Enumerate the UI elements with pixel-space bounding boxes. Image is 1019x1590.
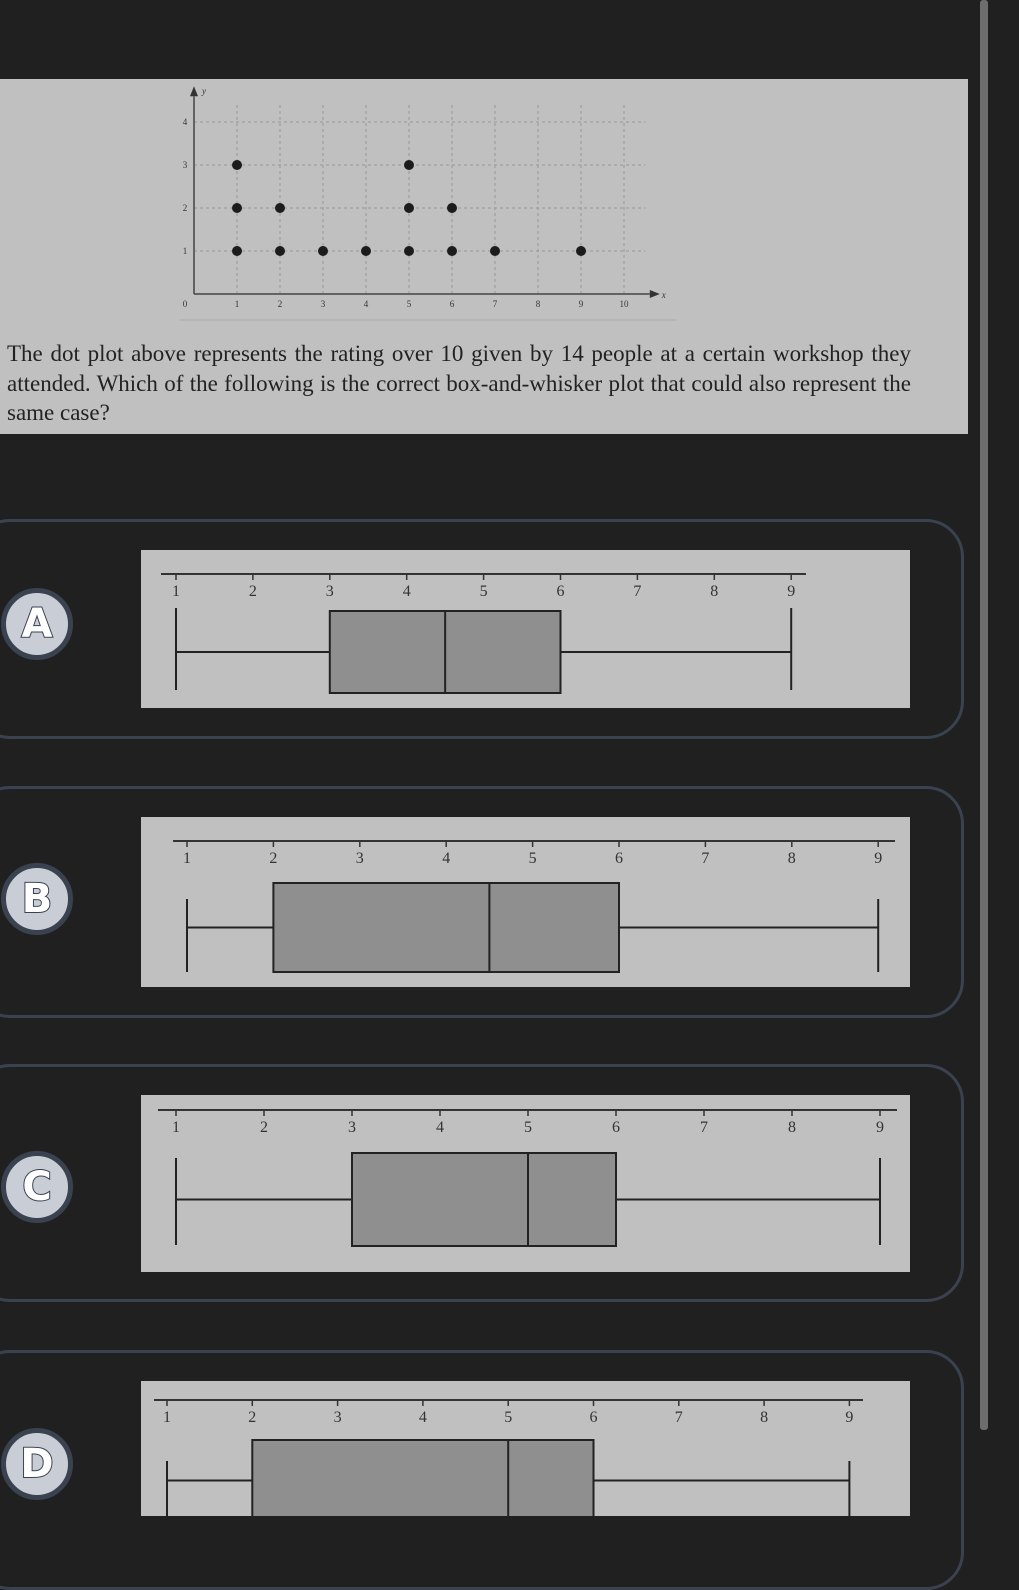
dot [232,246,242,256]
tick-label: 6 [589,1409,598,1426]
x-tick-label: 7 [492,299,498,309]
dot [404,246,414,256]
box-plot-a [141,550,910,708]
box-plot-d [141,1381,910,1516]
iqr-box [273,883,619,972]
option-c[interactable] [0,1064,964,1302]
tick-label: 3 [348,1119,356,1136]
x-axis-arrow [650,290,660,298]
question-card [0,79,968,434]
tick-label: 2 [269,850,278,867]
option-a[interactable] [0,519,964,739]
option-b[interactable] [0,786,964,1018]
tick-label: 1 [163,1409,171,1426]
dot [275,203,285,213]
dot-plot [0,79,700,334]
tick-label: 9 [876,1119,884,1136]
tick-label: 1 [172,583,180,600]
tick-label: 2 [260,1119,268,1136]
tick-label: 1 [172,1119,180,1136]
x-tick-label: 5 [406,299,412,309]
dot [490,246,500,256]
y-tick-label: 1 [182,246,188,256]
question-text: The dot plot above represents the rating over 10 given by 14 people at a certain workshop they attended. Which of the following is the correct box-and-whisker plot that could also represent the same case? [7,341,911,425]
dot [361,246,371,256]
dot [404,160,414,170]
dot [404,203,414,213]
tick-label: 1 [183,850,191,867]
tick-label: 2 [248,583,257,600]
scrollbar[interactable] [980,0,988,1430]
tick-label: 9 [874,850,883,867]
tick-label: 8 [788,1119,796,1136]
tick-label: 8 [760,1409,769,1426]
tick-label: 7 [700,1119,708,1136]
dot [275,246,285,256]
x-tick-label: 9 [578,299,584,309]
tick-label: 9 [845,1409,854,1426]
tick-label: 4 [442,850,451,867]
option-d[interactable] [0,1350,964,1590]
y-axis-label: y [202,86,206,97]
tick-label: 7 [701,850,710,867]
option-letter-badge: B [1,863,73,935]
tick-label: 3 [325,583,334,600]
tick-label: 6 [615,850,623,867]
y-axis-arrow [190,86,198,96]
x-tick-label: 8 [535,299,541,309]
iqr-box [252,1440,593,1516]
x-tick-label: 10 [619,299,629,309]
tick-label: 5 [504,1409,513,1426]
tick-label: 7 [674,1409,683,1426]
tick-label: 8 [710,583,719,600]
x-tick-label: 0 [182,299,188,309]
y-tick-label: 4 [182,117,188,127]
x-tick-label: 2 [277,299,283,309]
tick-label: 4 [402,583,411,600]
x-tick-label: 1 [234,299,240,309]
dot [318,246,328,256]
tick-label: 5 [528,850,537,867]
dot [447,246,457,256]
tick-label: 5 [479,583,488,600]
tick-label: 2 [248,1409,257,1426]
y-tick-label: 3 [182,160,188,170]
tick-label: 3 [355,850,364,867]
iqr-box [352,1153,616,1246]
x-axis-label: x [661,290,666,300]
dot [576,246,586,256]
x-tick-label: 4 [363,299,369,309]
option-letter-badge: A [1,588,73,660]
tick-label: 3 [333,1409,342,1426]
tick-label: 9 [787,583,796,600]
tick-label: 7 [633,583,642,600]
box-plot-c [141,1095,910,1272]
tick-label: 6 [612,1119,620,1136]
option-letter-badge: C [1,1151,73,1223]
tick-label: 8 [787,850,796,867]
y-tick-label: 2 [182,203,188,213]
dot [232,160,242,170]
dot [232,203,242,213]
tick-label: 4 [436,1119,444,1136]
x-tick-label: 3 [320,299,326,309]
dot [447,203,457,213]
box-plot-b [141,817,910,987]
tick-label: 4 [418,1409,427,1426]
tick-label: 5 [524,1119,532,1136]
option-letter-badge: D [1,1428,73,1500]
x-tick-label: 6 [449,299,455,309]
tick-label: 6 [556,583,565,600]
